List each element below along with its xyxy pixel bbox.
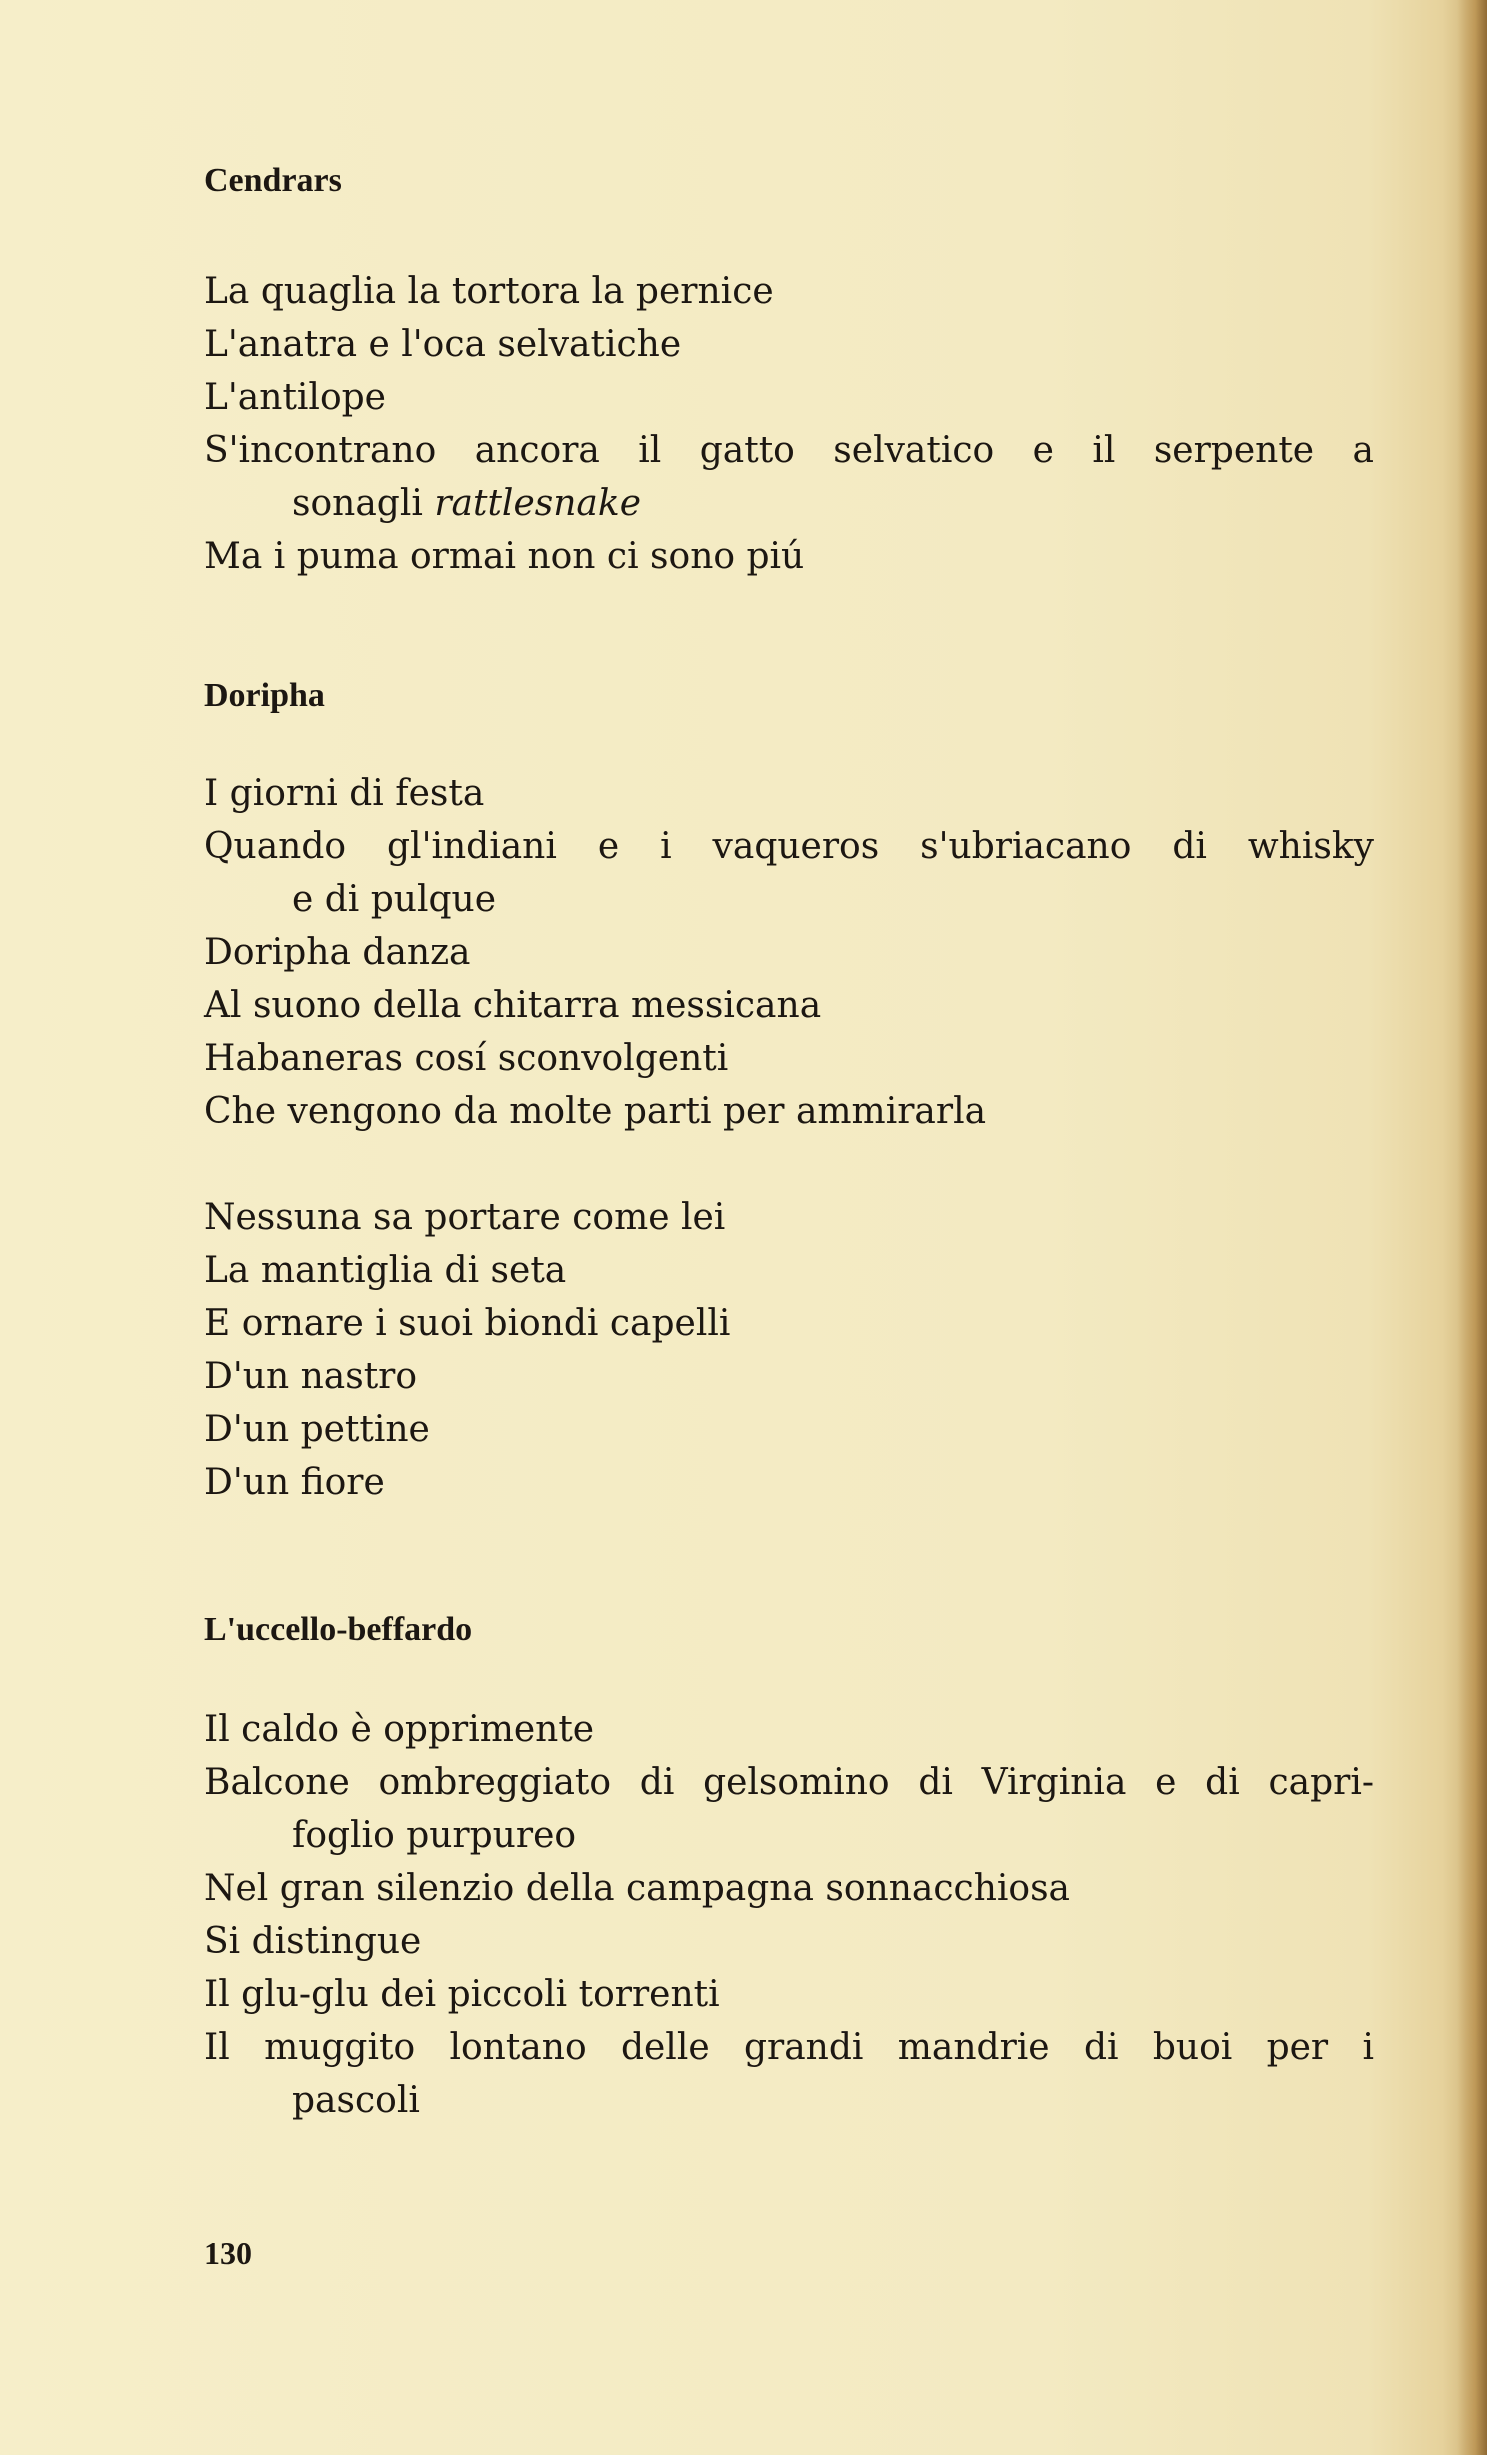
poem-section-cendrars [204, 160, 1384, 583]
verse-line: Quando gl'indiani e i vaqueros s'ubriacano di whisky [204, 826, 1374, 867]
verse-line: Che vengono da molte parti per ammirarla [204, 1091, 987, 1132]
verse-line: Il glu-glu dei piccoli torrenti [204, 1974, 720, 2015]
page-edge-shadow [1457, 0, 1487, 2455]
verse-line-continuation: pascoli [292, 2080, 420, 2121]
page-content [204, 160, 1384, 2127]
verse-line: D'un pettine [204, 1409, 430, 1450]
verse-line: I giorni di festa [204, 773, 485, 814]
verse-line-continuation: foglio purpureo [292, 1815, 577, 1856]
verse-line: Il muggito lontano delle grandi mandrie di buoi per i [204, 2027, 1374, 2068]
verse-line: Doripha danza [204, 932, 471, 973]
verse-line: S'incontrano ancora il gatto selvatico e il serpente a [204, 430, 1374, 471]
section-title: L'uccello-beffardo [204, 1611, 473, 1648]
stanza [204, 767, 1384, 1138]
verse-line: L'antilope [204, 377, 386, 418]
italic-word: rattlesnake [434, 483, 641, 524]
poem-section-uccello-beffardo [204, 1609, 1384, 2127]
verse-line: La quaglia la tortora la pernice [204, 271, 774, 312]
poem-section-doripha [204, 675, 1384, 1509]
page-number: 130 [204, 2235, 252, 2271]
verse-line: E ornare i suoi biondi capelli [204, 1303, 731, 1344]
section-title: Cendrars [204, 162, 342, 199]
verse-line: L'anatra e l'oca selvatiche [204, 324, 682, 365]
verse-line: Ma i puma ormai non ci sono piú [204, 536, 805, 577]
verse-line: Balcone ombreggiato di gelsomino di Virginia e di capri- [204, 1762, 1374, 1803]
verse-line: Nessuna sa portare come lei [204, 1197, 726, 1238]
verse-line: Habaneras cosí sconvolgenti [204, 1038, 729, 1079]
verse-line: D'un fiore [204, 1462, 385, 1503]
verse-line: Il caldo è opprimente [204, 1709, 595, 1750]
section-title: Doripha [204, 677, 325, 714]
stanza [204, 1703, 1384, 2127]
verse-line-continuation [204, 477, 1384, 530]
verse-text: sonagli [292, 483, 423, 524]
verse-line: Al suono della chitarra messicana [204, 985, 822, 1026]
verse-line: Nel gran silenzio della campagna sonnacchiosa [204, 1868, 1071, 1909]
stanza [204, 1191, 1384, 1509]
verse-line: La mantiglia di seta [204, 1250, 567, 1291]
verse-line-continuation: e di pulque [292, 879, 497, 920]
verse-line: Si distingue [204, 1921, 422, 1962]
stanza [204, 265, 1384, 583]
verse-line: D'un nastro [204, 1356, 418, 1397]
